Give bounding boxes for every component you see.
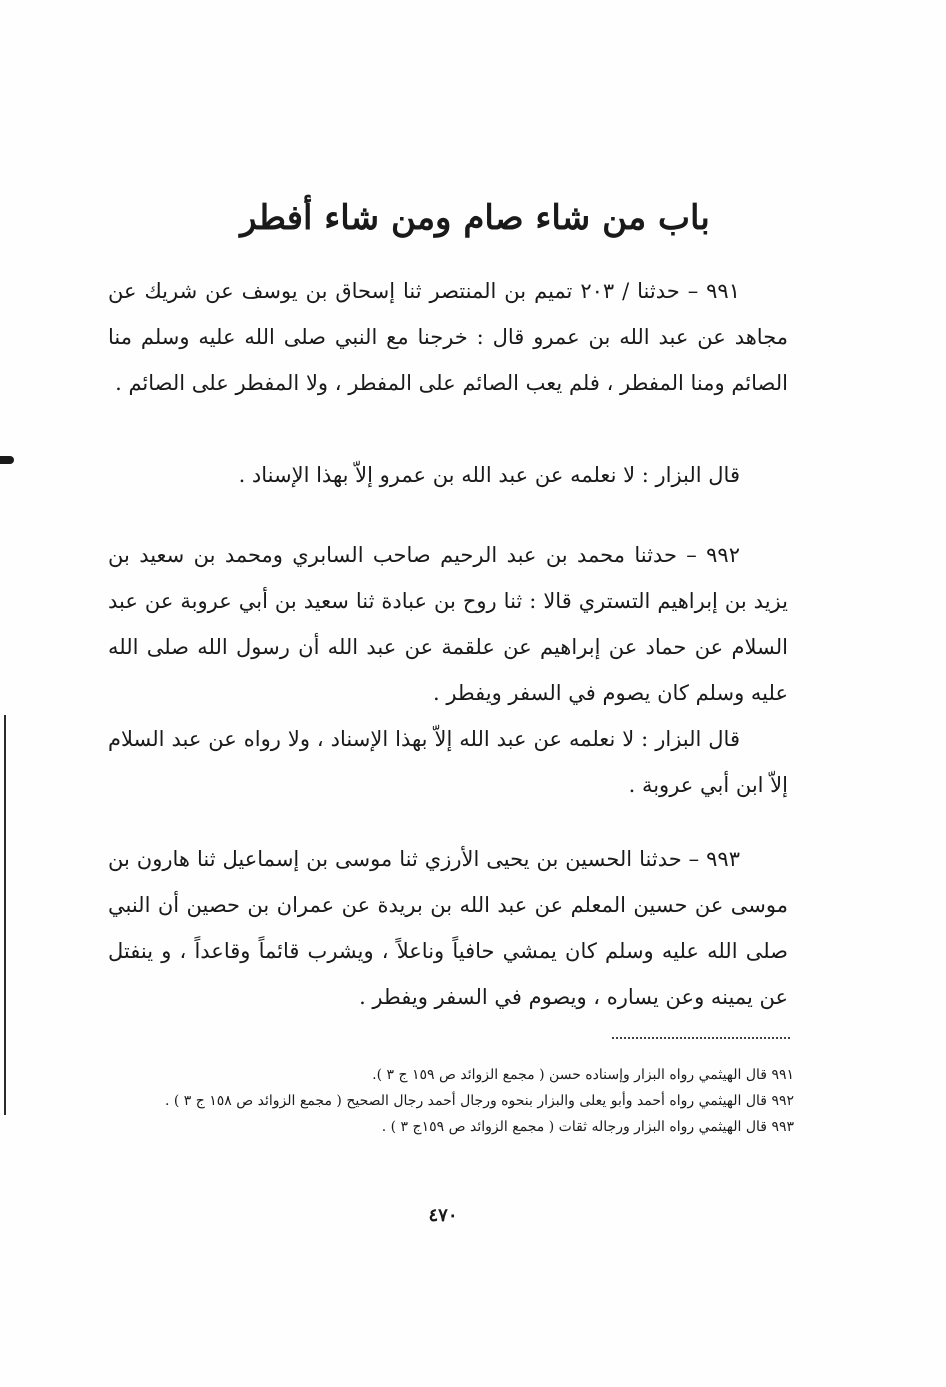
footnote-992: ٩٩٢ قال الهيثمي رواه أحمد وأبو يعلى والبزار بنحوه ورجال أحمد رجال الصحيح ( مجمع الزوائد ص ١٥٨ ج ٣ ) . [164,1093,794,1109]
page-number: ٤٧٠ [428,1205,458,1226]
margin-line [4,715,6,1115]
chapter-title: باب من شاء صام ومن شاء أفطر [240,198,710,238]
footnote-991: ٩٩١ قال الهيثمي رواه البزار وإسناده حسن ( مجمع الزوائد ص ١٥٩ ج ٣ ). [372,1067,794,1083]
hadith-991-note: قال البزار : لا نعلمه عن عبد الله بن عمرو إلاّ بهذا الإسناد . [238,463,740,487]
hadith-992-note: قال البزار : لا نعلمه عن عبد الله إلاّ بهذا الإسناد ، ولا رواه عن عبد السلام إلاّ ابن أبي عروبة . [108,727,788,797]
hadith-993-text: ٩٩٣ – حدثنا الحسين بن يحيى الأرزي ثنا موسى بن إسماعيل ثنا هارون بن موسى عن حسين المعلم عن عبد الله بن بريدة عن عمران بن حصين أن النبي صلى الله عليه وسلم كان يمشي حافياً وناعلاً ، ويشرب قائماً وقاعداً ، و ينفتل عن يمينه وعن يساره ، ويصوم في السفر ويفطر . [108,847,788,1009]
hadith-992-text: ٩٩٢ – حدثنا محمد بن عبد الرحيم صاحب السابري ومحمد بن سعيد بن يزيد بن إبراهيم التستري قالا : ثنا روح بن عبادة ثنا سعيد بن أبي عروبة عن عبد السلام عن حماد عن إبراهيم عن علقمة عن عبد الله أن رسول الله صلى الله عليه وسلم كان يصوم في السفر ويفطر . [108,543,788,705]
footnote-993: ٩٩٣ قال الهيثمي رواه البزار ورجاله ثقات ( مجمع الزوائد ص ١٥٩ج ٣ ) . [381,1119,794,1135]
margin-mark [0,456,14,464]
footnote-divider [612,1037,790,1039]
footnotes [118,1062,794,1140]
hadith-991-text: ٩٩١ – حدثنا / ٢٠٣ تميم بن المنتصر ثنا إسحاق بن يوسف عن شريك عن مجاهد عن عبد الله بن عمرو قال : خرجنا مع النبي صلى الله عليه وسلم منا الصائم ومنا المفطر ، فلم يعب الصائم على المفطر ، ولا المفطر على الصائم . [108,279,788,395]
